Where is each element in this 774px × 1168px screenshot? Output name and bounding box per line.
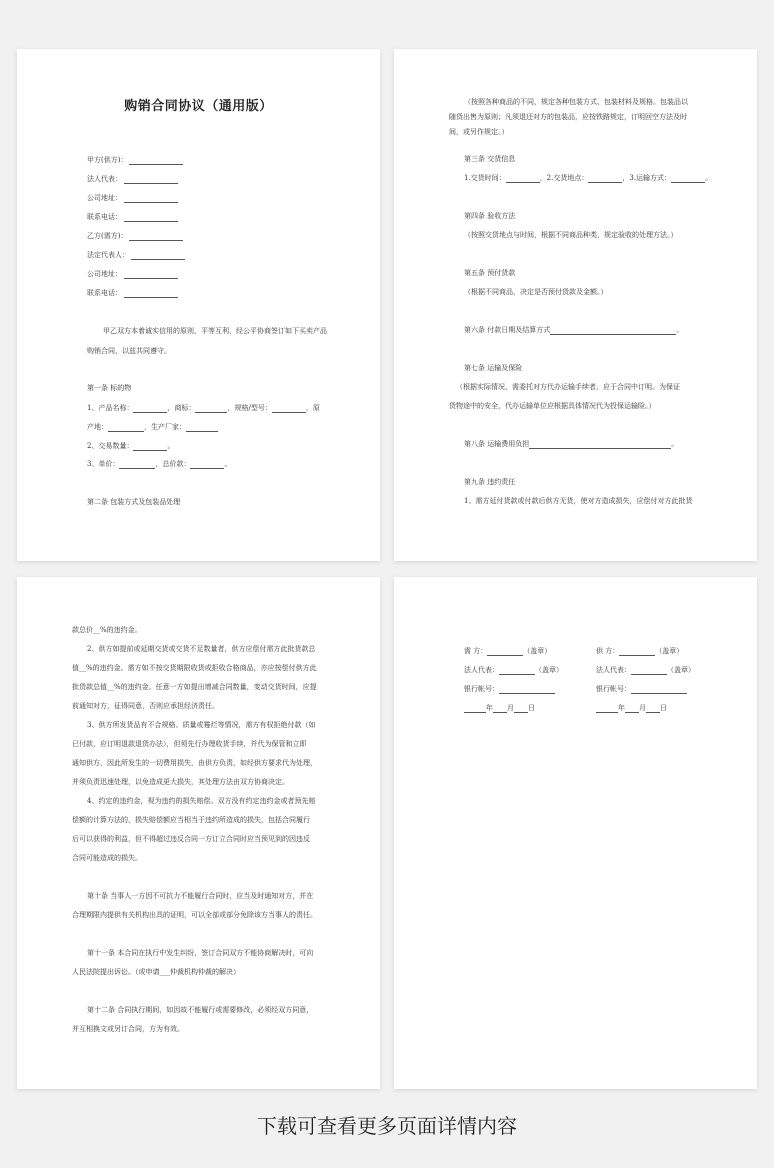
p3-line: 4、约定的违约金，视为违约的损失赔偿。双方没有约定违约金或者预先赔	[87, 797, 316, 805]
article-1-item-3: 3、单价： ，总价款： 。	[87, 460, 232, 468]
article-1-heading: 第一条 标的物	[87, 384, 132, 392]
party-a-address-field: 公司地址：	[87, 193, 178, 203]
article-3-heading: 第三条 交货信息	[464, 155, 516, 163]
article-5-text: （根据不同商品，决定是否预付货款及金额。）	[464, 288, 608, 296]
article-11-line-1: 第十一条 本合同在执行中发生纠纷，签订合同双方不能协商解决时，可向	[87, 949, 314, 957]
article-7-heading: 第七条 运输及保险	[464, 364, 523, 372]
buyer-bank-row: 银行帐号：	[464, 684, 555, 694]
p3-line: 偿额的计算方法的，损失赔偿额应当相当于违约所造成的损失，包括合同履行	[72, 816, 310, 824]
p3-line: 后可以获得的利益，但不得超过违反合同一方订立合同时应当预见到的因违反	[72, 835, 310, 843]
p3-line: 合同可能造成的损失。	[72, 854, 142, 862]
article-7-line-2: 货物途中的安全，代办运输单位应根据具体情况代为投保运输险。）	[449, 402, 656, 410]
buyer-rep-row: 法人代表： （盖章）	[464, 666, 563, 674]
party-b-field: 乙方(需方)：	[87, 231, 183, 241]
article-12-line-2: 并互相换文或另订合同，方为有效。	[72, 1025, 184, 1033]
article-12-line-1: 第十二条 合同执行期间，如因故不能履行或需要修改，必须经双方同意，	[87, 1006, 314, 1014]
article-3-line: 1.交货时间： ，2.交货地点： ，3.运输方式： 。	[464, 174, 713, 182]
party-b-phone-field: 联系电话：	[87, 288, 178, 298]
party-a-rep-field: 法人代表：	[87, 174, 178, 184]
seller-bank-row: 银行帐号：	[596, 684, 687, 694]
article-6-line: 第六条 付款日期及结算方式 。	[464, 326, 684, 334]
article-9-heading: 第九条 违约责任	[464, 478, 516, 486]
article-2-heading: 第二条 包装方式及包装品处理	[87, 498, 181, 506]
article-4-heading: 第四条 验收方法	[464, 212, 516, 220]
document-page-4	[394, 577, 757, 1089]
document-page-2	[394, 49, 757, 561]
packaging-para-line-2: 随货出售为原则；凡须退还对方的包装品，应按铁路规定，订明回空方法及时	[449, 113, 687, 121]
p3-line: 值__%的违约金。需方如不按交货期限收货或拒收合格商品，亦应按偿付供方此	[72, 664, 317, 672]
party-b-address-field: 公司地址：	[87, 269, 178, 279]
article-1-item-2: 2、交易数量： 。	[87, 442, 175, 450]
article-1-item-1-cont: 产地： ，生产厂家：	[87, 422, 218, 432]
seller-date-row: 年 月 日	[596, 703, 667, 713]
p3-line: 3、供方所发货品有不合规格、质量或霉烂等情况，需方有权拒绝付款（如	[87, 721, 316, 729]
p3-line: 已付款，应订明退款退货办法），但须先行办理收货手续，并代为保管和立即	[72, 740, 307, 748]
article-8-line: 第八条 运输费用负担 。	[464, 440, 679, 448]
party-a-field: 甲方(供方)：	[87, 155, 183, 165]
document-page-3	[17, 577, 380, 1089]
seller-seal-row: 供 方： （盖章）	[596, 647, 684, 655]
article-10-line-2: 合理期限内提供有关机构出具的证明，可以全部或部分免除该方当事人的责任。	[72, 911, 317, 919]
article-1-item-1: 1、产品名称： ，商标： ，规格/型号： ，原	[87, 404, 320, 412]
p3-line: 批货款总值__%的违约金。任意一方如提出增减合同数量，变动交货时间，应提	[72, 683, 317, 691]
article-5-heading: 第五条 预付货款	[464, 269, 516, 277]
article-7-line-1: （根据实际情况，需委托对方代办运输手续者，应于合同中订明。为保证	[456, 383, 680, 391]
intro-line-1: 甲乙双方本着诚实信用的原则，平等互利，经公平协商签订如下买卖产品	[103, 327, 327, 335]
buyer-date-row: 年 月 日	[464, 703, 535, 713]
seller-rep-row: 法人代表： （盖章）	[596, 666, 695, 674]
p3-line: 前通知对方，征得同意，否则应承担经济责任。	[72, 702, 219, 710]
party-b-rep-field: 法定代表人：	[87, 250, 185, 260]
party-a-phone-field: 联系电话：	[87, 212, 178, 222]
article-9-line-1: 1、需方延付货款或付款后供方无货，使对方造成损失，应偿付对方此批货	[464, 497, 693, 505]
article-10-line-1: 第十条 当事人一方因不可抗力不能履行合同时，应当及时通知对方，并在	[87, 892, 314, 900]
packaging-para-line-1: （按照各种商品的不同，规定各种包装方式、包装材料及规格。包装品以	[464, 98, 688, 106]
p3-line: 款总价__%的违约金。	[72, 626, 142, 634]
download-caption[interactable]: 下载可查看更多页面详情内容	[257, 1114, 517, 1138]
document-title: 购销合同协议（通用版）	[124, 99, 273, 114]
article-4-text: （按照交货地点与时间，根据不同商品种类，规定验收的处理方法。）	[464, 231, 678, 239]
intro-line-2: 购销合同，以兹共同遵守。	[87, 347, 171, 355]
article-11-line-2: 人民法院提出诉讼。（或申请___仲裁机构仲裁的解决）	[72, 968, 240, 976]
p3-line: 2、供方如提前或延期交货或交货不足数量者，供方应偿付需方此批货款总	[87, 645, 316, 653]
document-page-1	[17, 49, 380, 561]
buyer-seal-row: 需 方： （盖章）	[464, 647, 552, 655]
packaging-para-line-3: 间，或另作规定。）	[449, 128, 509, 136]
p3-line: 通知供方，因此所发生的一切费用损失，由供方负责，如经供方要求代为处理，	[72, 759, 317, 767]
p3-line: 并须负责迅速处理，以免造成更大损失，其处理方法由双方协商决定。	[72, 778, 289, 786]
